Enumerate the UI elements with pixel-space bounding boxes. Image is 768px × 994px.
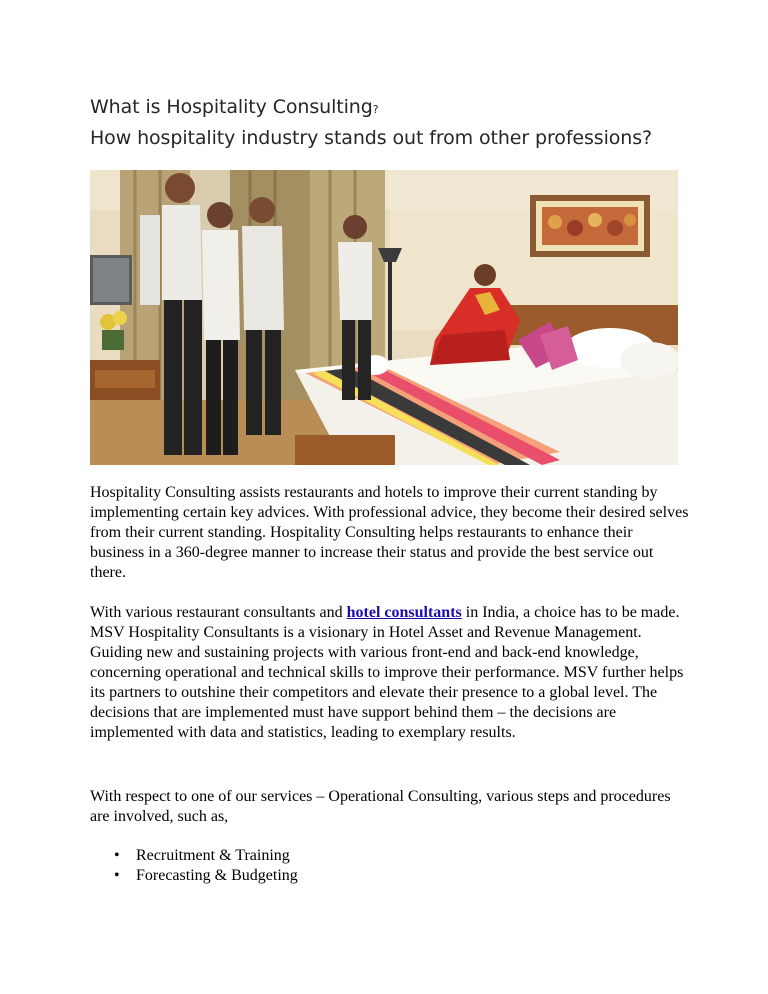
list-item-label: Recruitment & Training [136,847,290,864]
list-item [90,846,298,866]
bullet-icon: • [114,847,120,864]
title-line-2: How hospitality industry stands out from other professions? [90,127,653,149]
title-line-1-mark: ? [372,103,379,116]
hotel-consultants-link[interactable]: hotel consultants [346,604,462,621]
list-item [90,866,298,886]
services-bullet-list [90,846,298,886]
paragraph-2-rest: in India, a choice has to be made. MSV Hospitality Consultants is a visionary in Hotel Asset and Revenue Management. Guiding new and sustaining projects with various front-end and back-end knowledge, concerning operational and technical skills to improve their performance. MSV further helps its partners to outshine their competitors and elevate their presence to a global level. The decisions that are implemented must have support behind them – the decisions are implemented with data and statistics, leading to exemplary results. [90,604,684,741]
hotel-room-photo [90,170,678,465]
title-line-1: What is Hospitality Consulting [90,96,373,118]
paragraph-consultants [90,603,690,743]
list-item-label: Forecasting & Budgeting [136,867,298,884]
bullet-icon: • [114,867,120,884]
page-title [90,93,730,152]
paragraph-intro: Hospitality Consulting assists restaurants and hotels to improve their current standing by implementing certain key advices. With professional advice, they become their desired selves from their current standing. Hospitality Consulting helps restaurants to enhance their business in a 360-degree manner to increase their status and provide the best service out there. [90,484,689,581]
paragraph-2-start: With various restaurant consultants and [90,604,347,621]
paragraph-services: With respect to one of our services – Operational Consulting, various steps and procedures are involved, such as, [90,788,671,825]
